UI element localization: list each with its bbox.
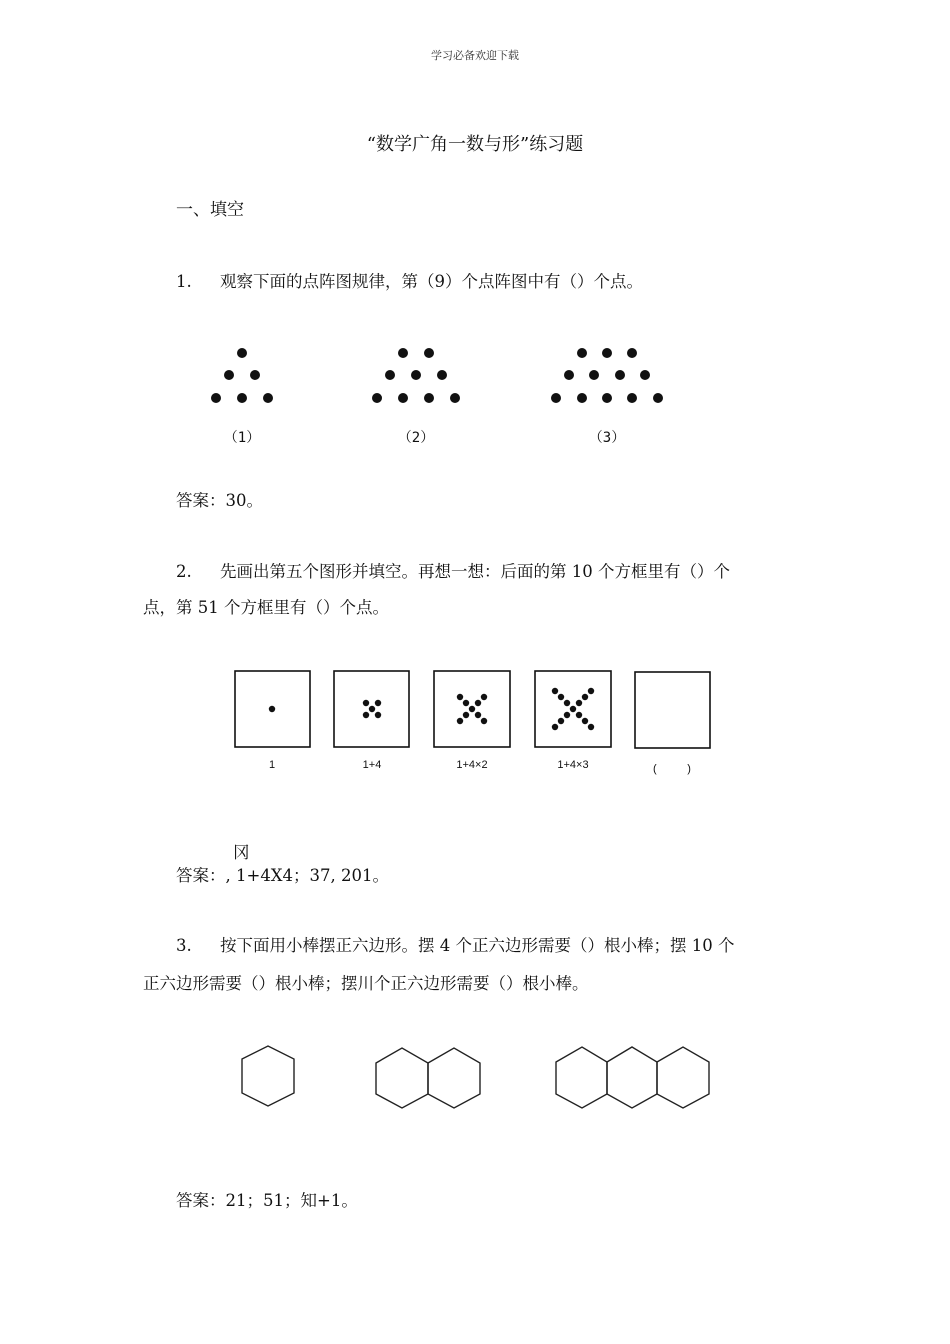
q3-answer: 答案：21；51；知+1。 [176, 1191, 358, 1210]
q2-text-line2: 点，第 51 个方框里有（）个点。 [143, 598, 389, 617]
q2-answer: 答案：, 1+4X4；37, 201。 [176, 866, 390, 885]
box-label-4: 1+4×3 [557, 759, 589, 771]
q2-stray-char: 冈 [233, 843, 250, 862]
box-label-3: 1+4×2 [456, 759, 488, 771]
q1-number: 1. [176, 272, 192, 291]
hexagon [242, 1046, 294, 1106]
hexagon [376, 1048, 428, 1108]
section-heading: 一、填空 [176, 200, 244, 220]
hexagon [607, 1047, 657, 1108]
box-label-1: 1 [268, 759, 276, 771]
q1-text: 观察下面的点阵图规律，第（9）个点阵图中有（）个点。 [220, 272, 643, 291]
q2-text-line1: 先画出第五个图形并填空。再想一想：后面的第 10 个方框里有（）个 [220, 562, 730, 581]
q1-answer: 答案：30。 [176, 491, 263, 510]
q2-number: 2. [176, 562, 192, 581]
page-header: 学习必备欢迎下载 [431, 49, 519, 62]
box-label-5: ( ) [653, 763, 691, 775]
hexagon [657, 1047, 709, 1108]
q3-number: 3. [176, 936, 192, 955]
hexagon [556, 1047, 607, 1108]
figure-label-1: （1） [223, 430, 261, 446]
figure-label-3: （3） [588, 430, 626, 446]
page-title: “数学广角一数与形”练习题 [366, 134, 584, 155]
figure-label-2: （2） [397, 430, 435, 446]
box-label-2: 1+4 [362, 759, 382, 771]
q3-text-line2: 正六边形需要（）根小棒；摆川个正六边形需要（）根小棒。 [143, 974, 589, 993]
hexagon [428, 1048, 480, 1108]
q3-text-line1: 按下面用小棒摆正六边形。摆 4 个正六边形需要（）根小棒；摆 10 个 [220, 936, 735, 955]
